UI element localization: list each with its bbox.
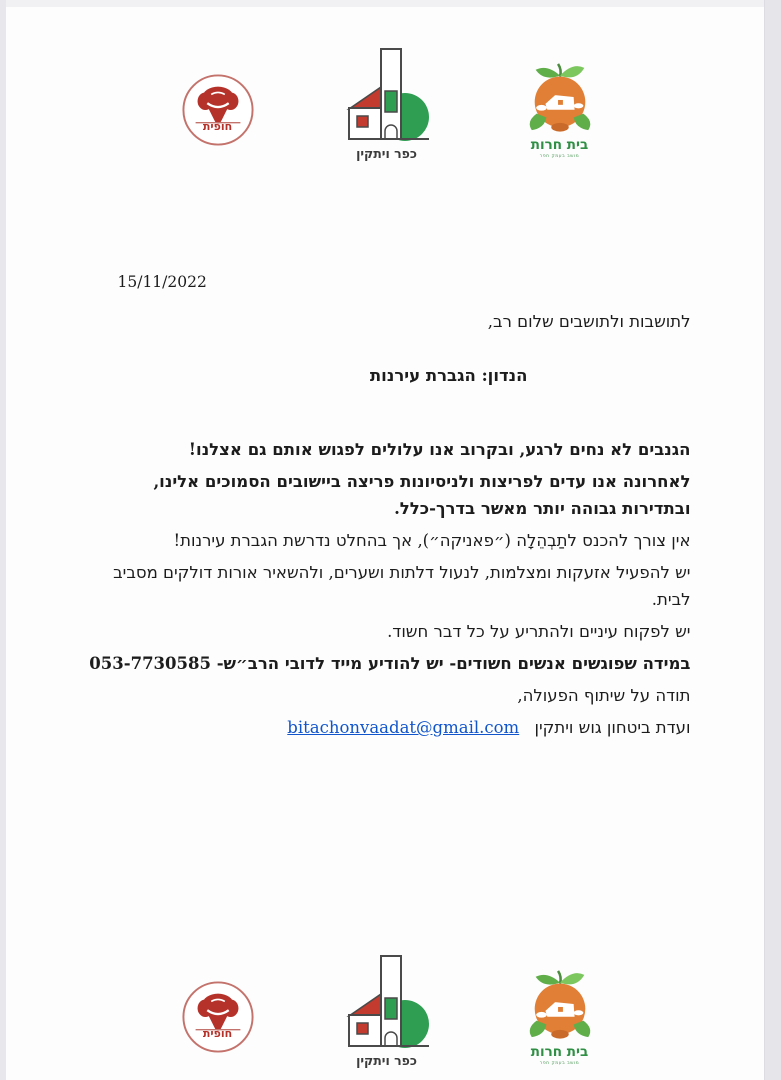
kfar-vitkin-logo — [341, 954, 433, 1068]
kfar-vitkin-logo-label: כפר ויתקין — [356, 146, 417, 161]
hofit-anemone-icon — [181, 980, 255, 1054]
hofit-logo-label: חופית — [202, 1027, 233, 1040]
letter-paragraph: יש להפעיל אזעקות ומצלמות, לנעול דלתות ושערים, ולהשאיר אורות דולקים מסביב לבית. — [113, 563, 691, 609]
signature-committee: ועדת ביטחון גוש ויתקין — [534, 718, 691, 737]
beit-herut-orange-icon — [519, 970, 601, 1042]
photo-edge-left — [0, 0, 6, 1080]
letter-paragraph: הגנבים לא נחים לרגע, ובקרוב אנו עלולים לפגוש אותם גם אצלנו! — [188, 440, 691, 459]
beit-herut-logo-tagline: מושב בעמק חפר — [539, 1061, 580, 1066]
letter-date: 15/11/2022 — [117, 273, 207, 291]
footer-logo-row — [179, 954, 603, 1068]
letter-greeting: לתושבות ולתושבים שלום רב, — [487, 312, 691, 331]
kfar-vitkin-logo-label: כפר ויתקין — [356, 1053, 417, 1068]
header-logo-row — [179, 0, 603, 165]
kfar-vitkin-logo — [341, 47, 433, 161]
kfar-vitkin-tower-icon — [341, 47, 433, 143]
hofit-logo — [181, 73, 255, 147]
beit-herut-logo — [519, 970, 601, 1066]
beit-herut-orange-icon — [519, 63, 601, 135]
letter-paragraph: לאחרונה אנו עדים לפריצות ולניסיונות פריצה ביישובים הסמוכים אלינו, ובתדירות גבוהה יותר מאשר בדרך-כלל. — [153, 472, 691, 518]
letter-closing: תודה על שיתוף הפעולה, — [517, 686, 691, 705]
letter-paragraph: יש לפקוח עיניים ולהתריע על כל דבר חשוד. — [387, 622, 691, 641]
hofit-logo-label: חופית — [202, 120, 233, 133]
photo-edge-top — [0, 0, 781, 7]
letter-signature-line — [91, 714, 691, 741]
beit-herut-logo — [519, 63, 601, 159]
letter-subject: הנדון: הגברת עירנות — [369, 366, 528, 385]
photo-edge-right — [764, 0, 781, 1080]
kfar-vitkin-tower-icon — [341, 954, 433, 1050]
email-link[interactable]: bitachonvaadat@gmail.com — [287, 718, 520, 737]
letter-paragraph: אין צורך להכנס לתַבְהֵלָה (״פאניקה״), אך בהחלט נדרשת הגברת עירנות! — [173, 531, 691, 550]
beit-herut-logo-tagline: מושב בעמק חפר — [539, 154, 580, 159]
beit-herut-logo-label: בית חרות — [530, 1044, 589, 1060]
hofit-logo — [181, 980, 255, 1054]
hofit-anemone-icon — [181, 73, 255, 147]
beit-herut-logo-label: בית חרות — [530, 137, 589, 153]
letter-paragraph-phone: במידה שפוגשים אנשים חשודים- יש להודיע מייד לדובי הרב״ש- 053-7730585 — [89, 654, 691, 673]
letter-body — [91, 269, 691, 741]
